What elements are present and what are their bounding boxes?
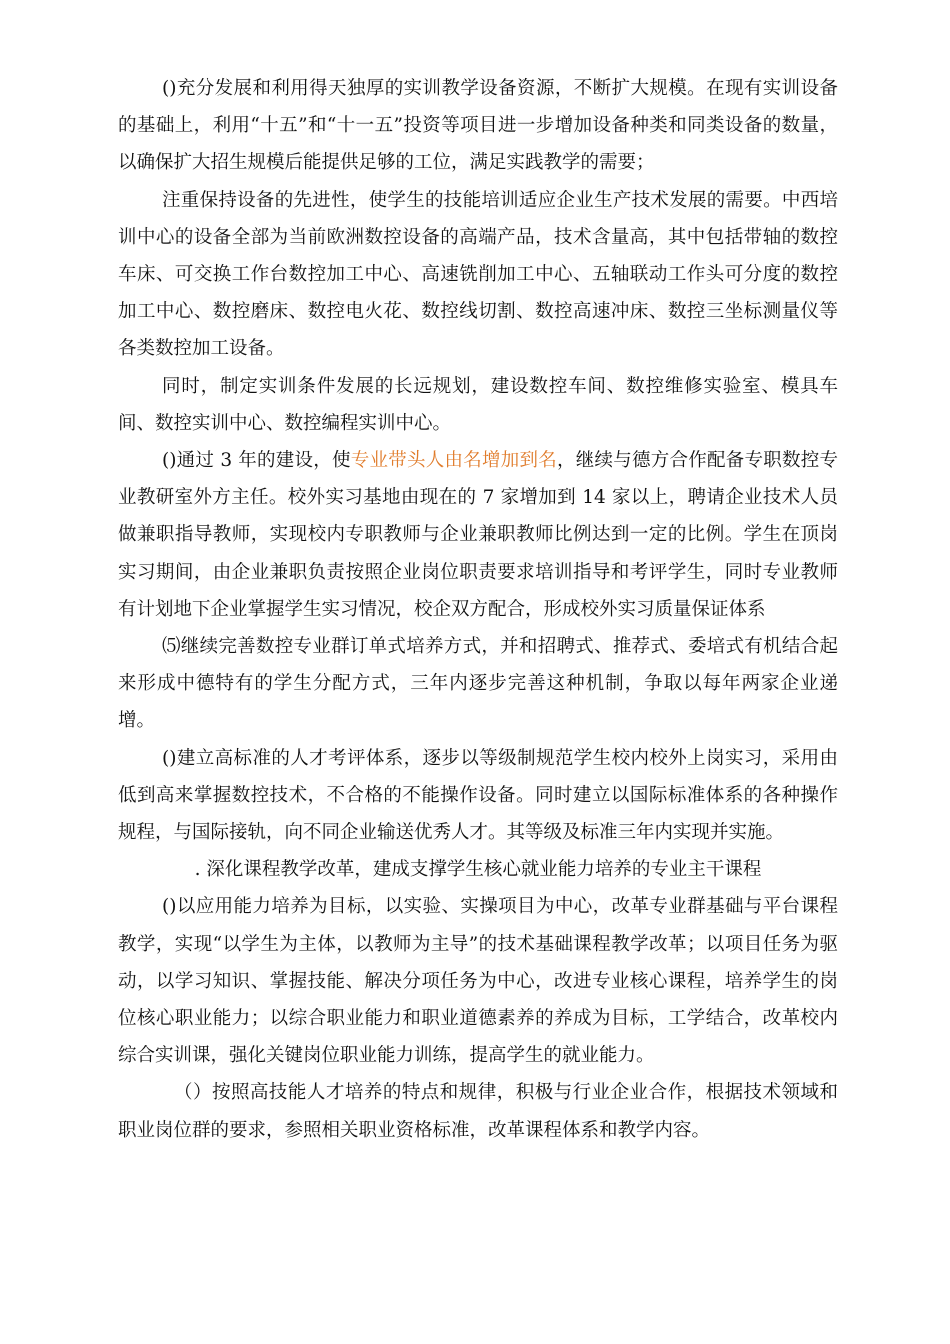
highlighted-text: 专业带头人由名增加到名 [350, 450, 557, 472]
paragraph-assessment-system: ()建立高标准的人才考评体系，逐步以等级制规范学生校内校外上岗实习，采用由低到高来掌握数控技术，不合格的不能操作设备。同时建立以国际标准体系的各种操作规程，与国际接轨，向不同企业输送优秀人才。其等级及标准三年内实现并实施。 [118, 747, 838, 844]
paragraph-teaching-staff-start: ()通过 3 年的建设，使 [162, 450, 351, 472]
paragraph-course-system: （）按照高技能人才培养的特点和规律，积极与行业企业合作，根据技术领域和职业岗位群的要求，参照相关职业资格标准，改革课程体系和教学内容。 [118, 1082, 838, 1141]
paragraph-long-term-plan: 同时，制定实训条件发展的长远规划，建设数控车间、数控维修实验室、模具车间、数控实训中心、数控编程实训中心。 [118, 375, 838, 434]
paragraph-equipment-advanced: 注重保持设备的先进性，使学生的技能培训适应企业生产技术发展的需要。中西培训中心的设备全部为当前欧洲数控设备的高端产品，技术含量高，其中包括带轴的数控车床、可交换工作台数控加工中心、高速铣削加工中心、五轴联动工作头可分度的数控加工中心、数控磨床、数控电火花、数控线切割、数控高速冲床、数控三坐标测量仪等各类数控加工设备。 [118, 189, 838, 360]
paragraph-curriculum-reform: ()以应用能力培养为目标，以实验、实操项目为中心，改革专业群基础与平台课程教学，实现“以学生为主体，以教师为主导”的技术基础课程教学改革；以项目任务为驱动，以学习知识、掌握技能、解决分项任务为中心，改进专业核心课程，培养学生的岗位核心职业能力；以综合职业能力和职业道德素养的养成为目标，工学结合，改革校内综合实训课，强化关键岗位职业能力训练，提高学生的就业能力。 [118, 896, 838, 1067]
document-page [118, 70, 838, 1149]
paragraph-equipment-expansion: ()充分发展和利用得天独厚的实训教学设备资源，不断扩大规模。在现有实训设备的基础上，利用“十五”和“十一五”投资等项目进一步增加设备种类和同类设备的数量，以确保扩大招生规模后能提供足够的工位，满足实践教学的需要； [118, 78, 838, 174]
paragraph-order-training: ⑸继续完善数控专业群订单式培养方式，并和招聘式、推荐式、委培式有机结合起来形成中德特有的学生分配方式，三年内逐步完善这种机制，争取以每年两家企业递增。 [118, 636, 838, 732]
paragraph-teaching-staff [118, 442, 838, 628]
paragraph-teaching-staff-end: ，继续与德方合作配备专职数控专业教研室外方主任。校外实习基地由现在的 7 家增加到 14 家以上，聘请企业技术人员做兼职指导教师，实现校内专职教师与企业兼职教师比例达到一定的比例。学生在顶岗实习期间，由企业兼职负责按照企业岗位职责要求培训指导和考评学生，同时专业教师有计划地下企业掌握学生实习情况，校企双方配合，形成校外实习质量保证体系 [118, 450, 838, 620]
section-heading: . 深化课程教学改革，建成支撑学生核心就业能力培养的专业主干课程 [194, 859, 762, 881]
